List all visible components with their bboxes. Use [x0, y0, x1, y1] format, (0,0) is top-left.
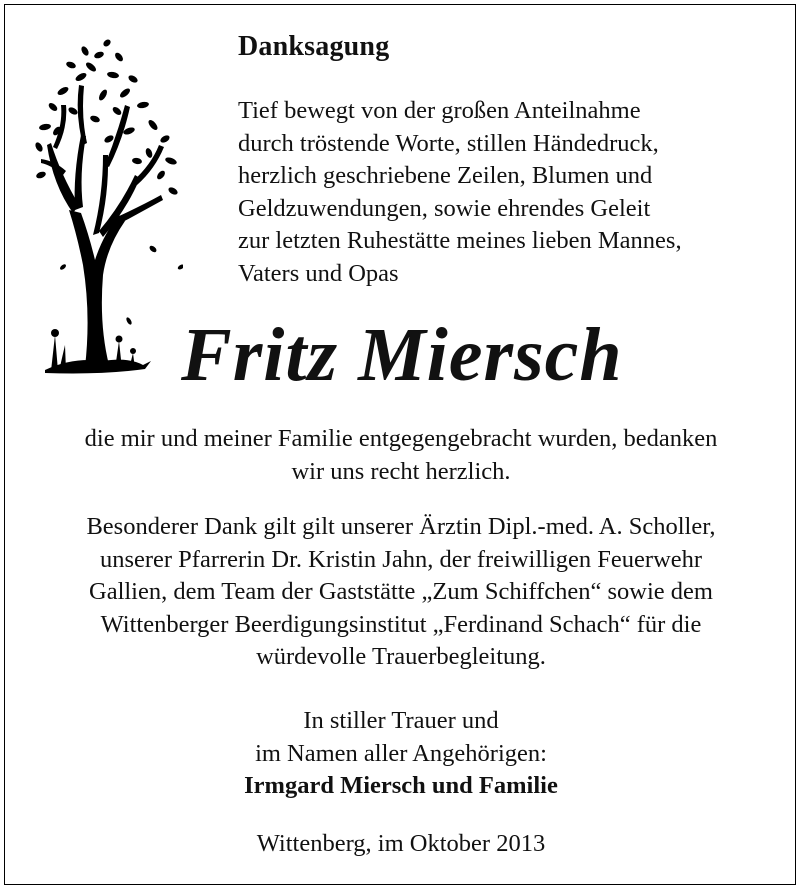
intro-line: herzlich geschriebene Zeilen, Blumen und [238, 162, 653, 190]
closing-line: In stiller Trauer und [303, 707, 499, 734]
intro-line: Tief bewegt von der großen Anteilnahme [238, 97, 641, 124]
heading-danksagung: Danksagung [238, 31, 390, 62]
closing-signature [5, 705, 797, 803]
special-thanks-paragraph [5, 511, 797, 674]
family-signature: Irmgard Miersch und Familie [244, 772, 558, 799]
deceased-name: Fritz Miersch [181, 313, 623, 397]
thanks-line: die mir und meiner Familie entgegengebracht wurden, bedanken [84, 425, 718, 452]
intro-text [238, 95, 682, 291]
intro-line: Geldzuwendungen, sowie ehrendes Geleit [238, 194, 651, 222]
intro-line: Vaters und Opas [238, 259, 399, 287]
special-thanks-line: Gallien, dem Team der Gaststätte „Zum Schiffchen“ sowie dem [89, 578, 713, 605]
place-date: Wittenberg, im Oktober 2013 [256, 830, 546, 857]
special-thanks-line: würdevolle Trauerbegleitung. [256, 643, 546, 670]
closing-line: im Namen aller Angehörigen: [255, 739, 547, 767]
obituary-notice [4, 4, 796, 885]
thanks-paragraph [5, 423, 797, 488]
special-thanks-line: unserer Pfarrerin Dr. Kristin Jahn, der freiwilligen Feuerwehr [99, 545, 703, 573]
tree-silhouette-icon [33, 35, 183, 380]
thanks-line: wir uns recht herzlich. [291, 457, 511, 485]
special-thanks-line: Besonderer Dank gilt gilt unserer Ärztin Dipl.-med. A. Scholler, [86, 513, 716, 540]
intro-line: zur letzten Ruhestätte meines lieben Mannes, [238, 227, 682, 255]
intro-line: durch tröstende Worte, stillen Händedruck, [238, 129, 659, 157]
special-thanks-line: Wittenberger Beerdigungsinstitut „Ferdinand Schach“ für die [100, 610, 702, 638]
